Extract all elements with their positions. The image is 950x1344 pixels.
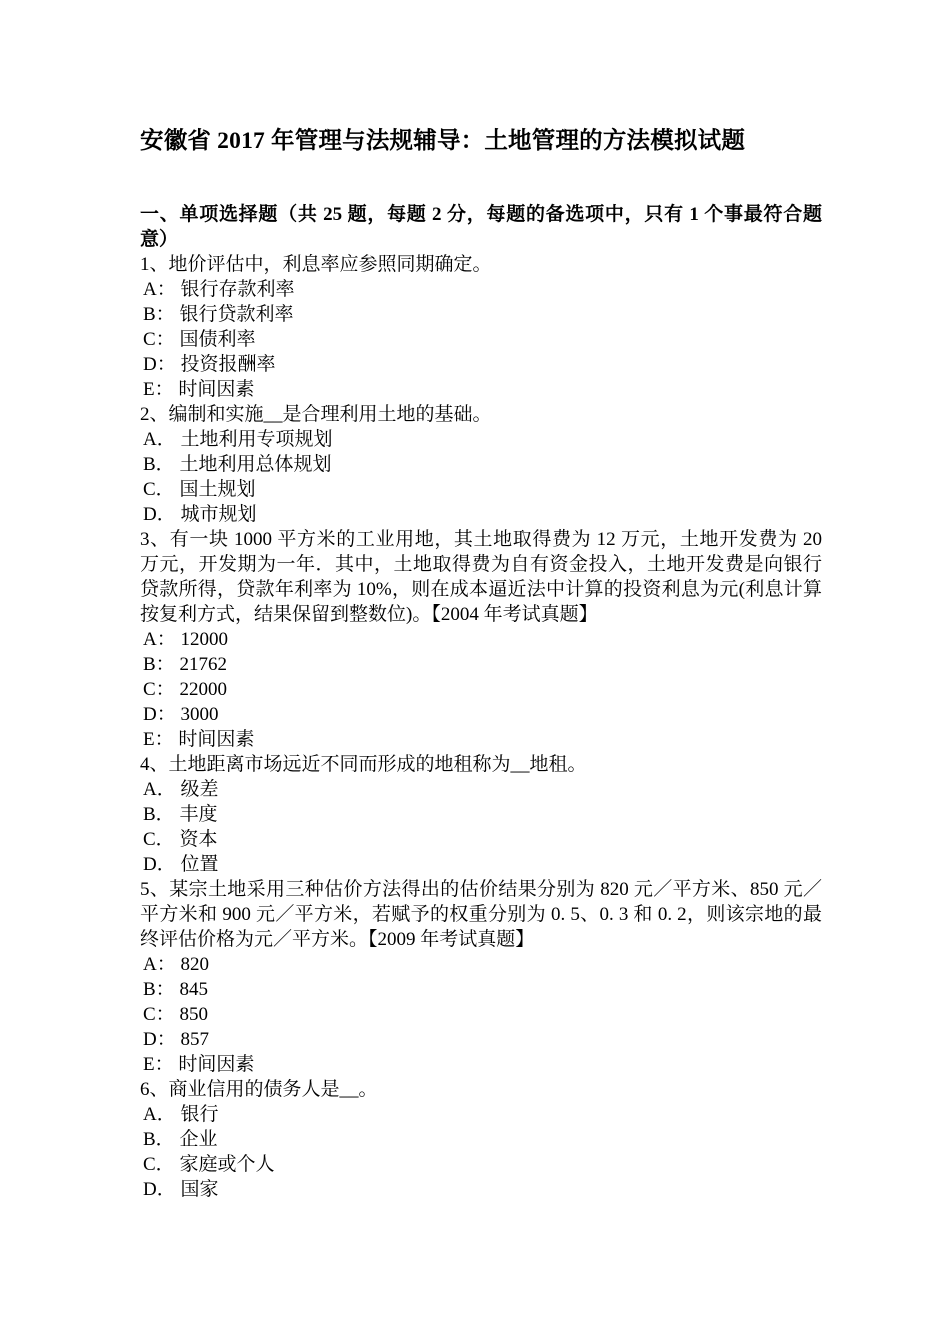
question-block — [140, 402, 820, 527]
option-text: 21762 — [179, 653, 227, 675]
option-label: C： — [143, 328, 175, 350]
option-item[interactable] — [140, 852, 820, 877]
option-item[interactable] — [140, 302, 820, 327]
option-label: B： — [143, 303, 175, 325]
option-item[interactable] — [140, 477, 820, 502]
option-label: C． — [143, 478, 175, 500]
option-text: 3000 — [180, 703, 219, 725]
question-block — [140, 877, 820, 1077]
option-label: E： — [143, 728, 174, 750]
option-label: D． — [143, 1178, 176, 1200]
option-label: C： — [143, 1003, 175, 1025]
question-list — [140, 252, 820, 1202]
option-text: 资本 — [179, 828, 218, 850]
option-text: 国债利率 — [179, 328, 256, 350]
question-stem: 2、编制和实施__是合理利用土地的基础。 — [140, 403, 492, 425]
option-text: 时间因素 — [178, 378, 255, 400]
option-list — [140, 1102, 820, 1202]
option-label: D： — [143, 353, 176, 375]
option-text: 时间因素 — [178, 728, 255, 750]
option-label: A． — [143, 428, 176, 450]
option-item[interactable] — [140, 677, 820, 702]
page-title: 安徽省 2017 年管理与法规辅导：土地管理的方法模拟试题 — [140, 128, 746, 154]
option-label: C． — [143, 828, 175, 850]
option-label: C． — [143, 1153, 175, 1175]
option-text: 级差 — [180, 778, 219, 800]
option-item[interactable] — [140, 427, 820, 452]
option-item[interactable] — [140, 827, 820, 852]
question-block — [140, 1077, 820, 1202]
option-text: 土地利用总体规划 — [179, 453, 332, 475]
question-block — [140, 527, 820, 752]
option-text: 丰度 — [179, 803, 218, 825]
question-stem: 1、地价评估中，利息率应参照同期确定。 — [140, 253, 492, 275]
option-item[interactable] — [140, 327, 820, 352]
section-heading: 一、单项选择题（共 25 题，每题 2 分，每题的备选项中，只有 1 个事最符合题意） — [140, 203, 822, 250]
option-item[interactable] — [140, 977, 820, 1002]
option-list — [140, 277, 820, 402]
option-label: B． — [143, 453, 175, 475]
question-stem: 3、有一块 1000 平方米的工业用地，其土地取得费为 12 万元，土地开发费为 20 万元，开发期为一年．其中，土地取得费为自有资金投入，土地开发费是向银行贷款所得，贷款年利率为 10%，则在成本逼近法中计算的投资利息为元(利息计算按复利方式，结果保留到整数位)。【2004 年考试真题】 — [140, 528, 822, 625]
option-text: 时间因素 — [178, 1053, 255, 1075]
option-list — [140, 952, 820, 1077]
option-text: 土地利用专项规划 — [180, 428, 333, 450]
option-label: B： — [143, 653, 175, 675]
option-list — [140, 777, 820, 877]
option-text: 国家 — [180, 1178, 219, 1200]
option-label: C： — [143, 678, 175, 700]
option-label: D． — [143, 503, 176, 525]
option-item[interactable] — [140, 277, 820, 302]
question-stem: 4、土地距离市场远近不同而形成的地租称为__地租。 — [140, 753, 587, 775]
option-label: D． — [143, 853, 176, 875]
option-item[interactable] — [140, 1152, 820, 1177]
option-list — [140, 627, 820, 752]
option-label: A： — [143, 953, 176, 975]
option-item[interactable] — [140, 627, 820, 652]
option-label: A． — [143, 778, 176, 800]
option-text: 银行存款利率 — [180, 278, 295, 300]
option-label: D： — [143, 1028, 176, 1050]
option-item[interactable] — [140, 1102, 820, 1127]
option-item[interactable] — [140, 952, 820, 977]
option-item[interactable] — [140, 777, 820, 802]
option-item[interactable] — [140, 352, 820, 377]
option-text: 位置 — [180, 853, 219, 875]
option-item[interactable] — [140, 1177, 820, 1202]
option-text: 857 — [180, 1028, 209, 1050]
option-item[interactable] — [140, 1052, 820, 1077]
option-text: 企业 — [179, 1128, 218, 1150]
option-item[interactable] — [140, 727, 820, 752]
option-label: D： — [143, 703, 176, 725]
option-text: 银行 — [180, 1103, 219, 1125]
option-text: 22000 — [179, 678, 227, 700]
option-text: 投资报酬率 — [180, 353, 276, 375]
option-item[interactable] — [140, 502, 820, 527]
option-label: B： — [143, 978, 175, 1000]
option-text: 家庭或个人 — [179, 1153, 275, 1175]
option-item[interactable] — [140, 1127, 820, 1152]
option-item[interactable] — [140, 802, 820, 827]
question-stem: 5、某宗土地采用三种估价方法得出的估价结果分别为 820 元／平方米、850 元／平方米和 900 元／平方米，若赋予的权重分别为 0. 5、0. 3 和 0. 2，则该宗地的最终评估价格为元／平方米。【2009 年考试真题】 — [140, 878, 822, 950]
option-label: B． — [143, 803, 175, 825]
option-list — [140, 427, 820, 527]
option-item[interactable] — [140, 702, 820, 727]
option-text: 12000 — [180, 628, 228, 650]
option-label: E： — [143, 1053, 174, 1075]
option-label: A． — [143, 1103, 176, 1125]
option-label: E： — [143, 378, 174, 400]
option-text: 国土规划 — [179, 478, 256, 500]
question-block — [140, 252, 820, 402]
option-label: A： — [143, 278, 176, 300]
option-text: 820 — [180, 953, 209, 975]
option-label: A： — [143, 628, 176, 650]
question-stem: 6、商业信用的债务人是__。 — [140, 1078, 378, 1100]
option-text: 845 — [179, 978, 208, 1000]
option-text: 城市规划 — [180, 503, 257, 525]
question-block — [140, 752, 820, 877]
option-item[interactable] — [140, 452, 820, 477]
option-text: 850 — [179, 1003, 208, 1025]
option-item[interactable] — [140, 1002, 820, 1027]
option-label: B． — [143, 1128, 175, 1150]
option-item[interactable] — [140, 377, 820, 402]
option-item[interactable] — [140, 1027, 820, 1052]
option-item[interactable] — [140, 652, 820, 677]
option-text: 银行贷款利率 — [179, 303, 294, 325]
